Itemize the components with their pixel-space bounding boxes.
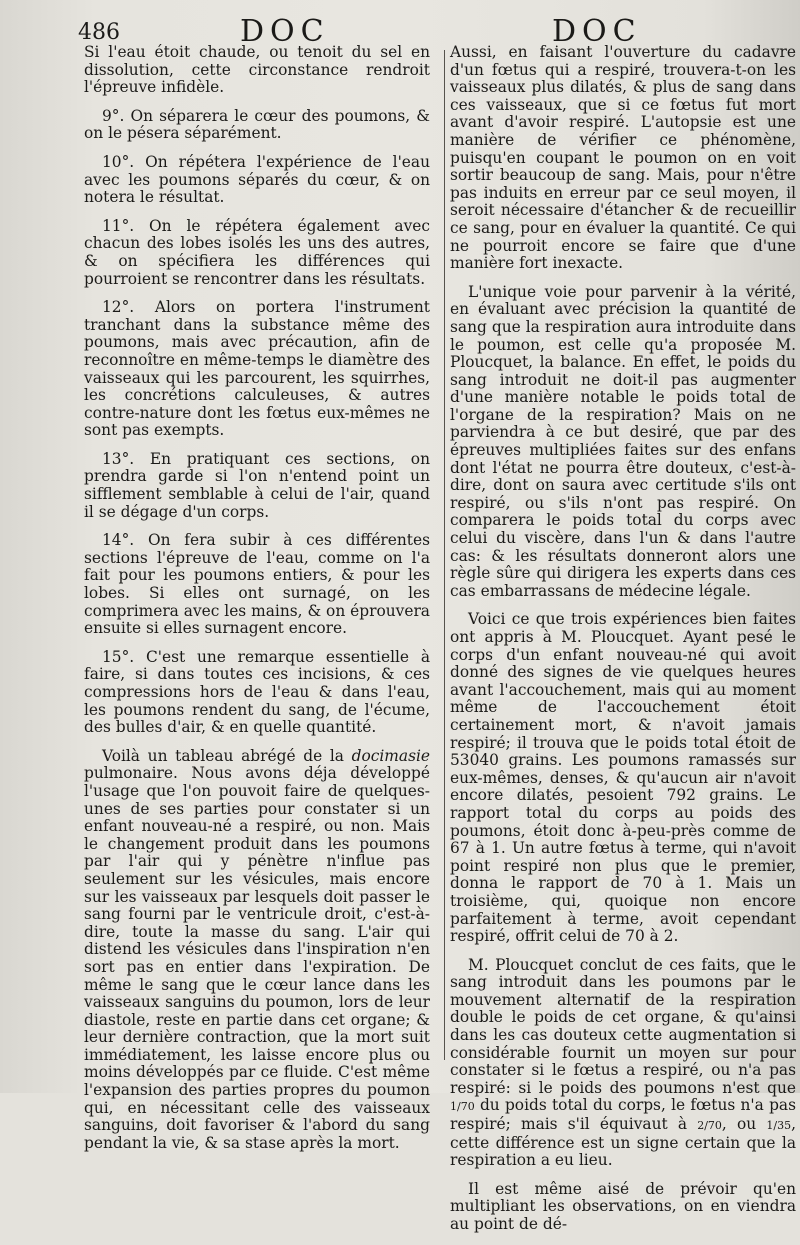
paragraph: [84, 748, 430, 1153]
text-run: , ou: [721, 1115, 757, 1134]
fraction: 2/70: [697, 1119, 722, 1133]
text-run: Voilà un tableau abrégé de la: [102, 746, 352, 765]
paragraph: 13°. En pratiquant ces sections, on prendra garde si l'on n'entend point un sifflement semblable à celui de l'air, quand il se dégage d'un corps.: [84, 449, 430, 521]
paragraph: [450, 957, 796, 1170]
italic-term: docimasie: [351, 746, 430, 765]
running-head-right: DOC: [552, 14, 642, 49]
fraction: 1/70: [450, 1100, 475, 1114]
text-run: , cette différence est un signe certain que la respiration a eu lieu.: [450, 1115, 796, 1170]
fraction: 1/35: [766, 1119, 792, 1133]
left-column: [84, 44, 430, 1163]
paragraph: 11°. On le répétera également avec chacun des lobes isolés les uns des autres, & on spécifiera les différences qui pourroient se rencontrer dans les résultats.: [84, 216, 430, 288]
paragraph: Aussi, en faisant l'ouverture du cadavre d'un fœtus qui a respiré, trouvera-t-on les vaisseaux plus dilatés, & plus de sang dans ces vaisseaux, que si ce fœtus fut mort avant d'avoir respiré. L'autopsie est une manière de vérifier ce phénomène, puisqu'en coupant le poumon on en voit sortir beaucoup de sang. Mais, pour n'être pas induits en erreur par ce seul moyen, il seroit nécessaire d'étancher & de recueillir ce sang, pour en évaluer la quantité. Ce qui ne pourroit encore se faire que d'une manière fort inexacte.: [450, 43, 796, 273]
right-column: [450, 44, 796, 1245]
paragraph: 12°. Alors on portera l'instrument tranchant dans la substance même des poumons, mais avec précaution, afin de reconnoître en même-temps le diamètre des vaisseaux qui les parcourent, les squirrhes, les concrétions calculeuses, & autres contre-nature dont les fœtus eux-mêmes ne sont pas exempts.: [84, 298, 430, 440]
running-head-left: DOC: [240, 14, 330, 49]
paragraph: 15°. C'est une remarque essentielle à faire, si dans toutes ces incisions, & ces compressions hors de l'eau & dans l'eau, les poumons rendent du sang, de l'écume, des bulles d'air, & en quelle quantité.: [84, 647, 430, 737]
paragraph: Voici ce que trois expériences bien faites ont appris à M. Ploucquet. Ayant pesé le corps d'un enfant nouveau-né qui avoit donné des signes de vie quelques heures avant l'accouchement, mais qui au moment même de l'accouchement étoit certainement mort, & n'avoit jamais respiré; il trouva que le poids total étoit de 53040 grains. Les poumons ramassés sur eux-mêmes, denses, & qu'aucun air n'avoit encore dilatés, pesoient 792 grains. Le rapport total du corps au poids des poumons, étoit donc à-peu-près comme de 67 à 1. Un autre fœtus à terme, qui n'avoit point respiré non plus que le premier, donna le rapport de 70 à 1. Mais un troisième, qui, quoique non encore parfaitement à terme, avoit cependant respiré, offrit celui de 70 à 2.: [450, 610, 796, 946]
paragraph: 10°. On répétera l'expérience de l'eau avec les poumons séparés du cœur, & on notera le résultat.: [84, 152, 430, 207]
column-divider: [444, 50, 445, 1060]
text-run: pulmonaire. Nous avons déja développé l'usage que l'on pouvoit faire de quelques-unes de ses parties pour constater si un enfant nouveau-né a respiré, ou non. Mais le changement produit dans les poumons par l'air qui y pénètre n'influe pas seulement sur les vésicules, mais encore sur les vaisseaux par lesquels doit passer le sang fourni par le ventricule droit, c'est-à-dire, toute la masse du sang. L'air qui distend les vésicules dans l'inspiration n'en sort pas en entier dans l'expiration. De même le sang que le cœur lance dans les vaisseaux sanguins du poumon, lors de leur diastole, reste en partie dans cet organe; & leur dernière contraction, que la mort suit immédiatement, les laisse encore plus ou moins développés par ce fluide. C'est même l'expansion des parties propres du poumon qui, en nécessitant celle des vaisseaux sanguins, doit favoriser & l'abord du sang pendant la vie, & sa stase après la mort.: [84, 764, 430, 1152]
paragraph: 9°. On séparera le cœur des poumons, & on le pésera séparément.: [84, 106, 430, 143]
text-run: du poids total du corps, le fœtus n'a pas respiré; mais s'il équivaut à: [450, 1096, 796, 1134]
text-run: M. Ploucquet conclut de ces faits, que le sang introduit dans les poumons par le mouvement alternatif de la respiration double le poids de cet organe, & qu'ainsi dans les cas douteux cette augmentation si considérable fournit un moyen sur pour constater si le fœtus a respiré, ou n'a pas respiré: si le poids des poumons n'est que: [450, 955, 796, 1097]
paragraph: Si l'eau étoit chaude, ou tenoit du sel en dissolution, cette circonstance rendroit l'épreuve infidèle.: [84, 43, 430, 97]
page-number: 486: [78, 20, 120, 45]
paragraph: L'unique voie pour parvenir à la vérité, en évaluant avec précision la quantité de sang que la respiration aura introduite dans le poumon, est celle qu'a proposée M. Ploucquet, la balance. En effet, le poids du sang introduit ne doit-il pas augmenter d'une manière notable le poids total de l'organe de la respiration? Mais on ne parviendra à ce but desiré, que par des épreuves multipliées faites sur des enfans dont l'état ne pourra être douteux, c'est-à-dire, dont on saura avec certitude s'ils ont respiré, ou s'ils n'ont pas respiré. On comparera le poids total du corps avec celui du viscère, dans l'un & dans l'autre cas: & les résultats donneront alors une règle sûre qui dirigera les experts dans ces cas embarrassans de médecine légale.: [450, 282, 796, 600]
paragraph: 14°. On fera subir à ces différentes sections l'épreuve de l'eau, comme on l'a fait pour les poumons entiers, & pour les lobes. Si elles ont surnagé, on les comprimera avec les mains, & on éprouvera ensuite si elles surnagent encore.: [84, 531, 430, 638]
paragraph: Il est même aisé de prévoir qu'en multipliant les observations, on en viendra au point de dé-: [450, 1179, 796, 1233]
